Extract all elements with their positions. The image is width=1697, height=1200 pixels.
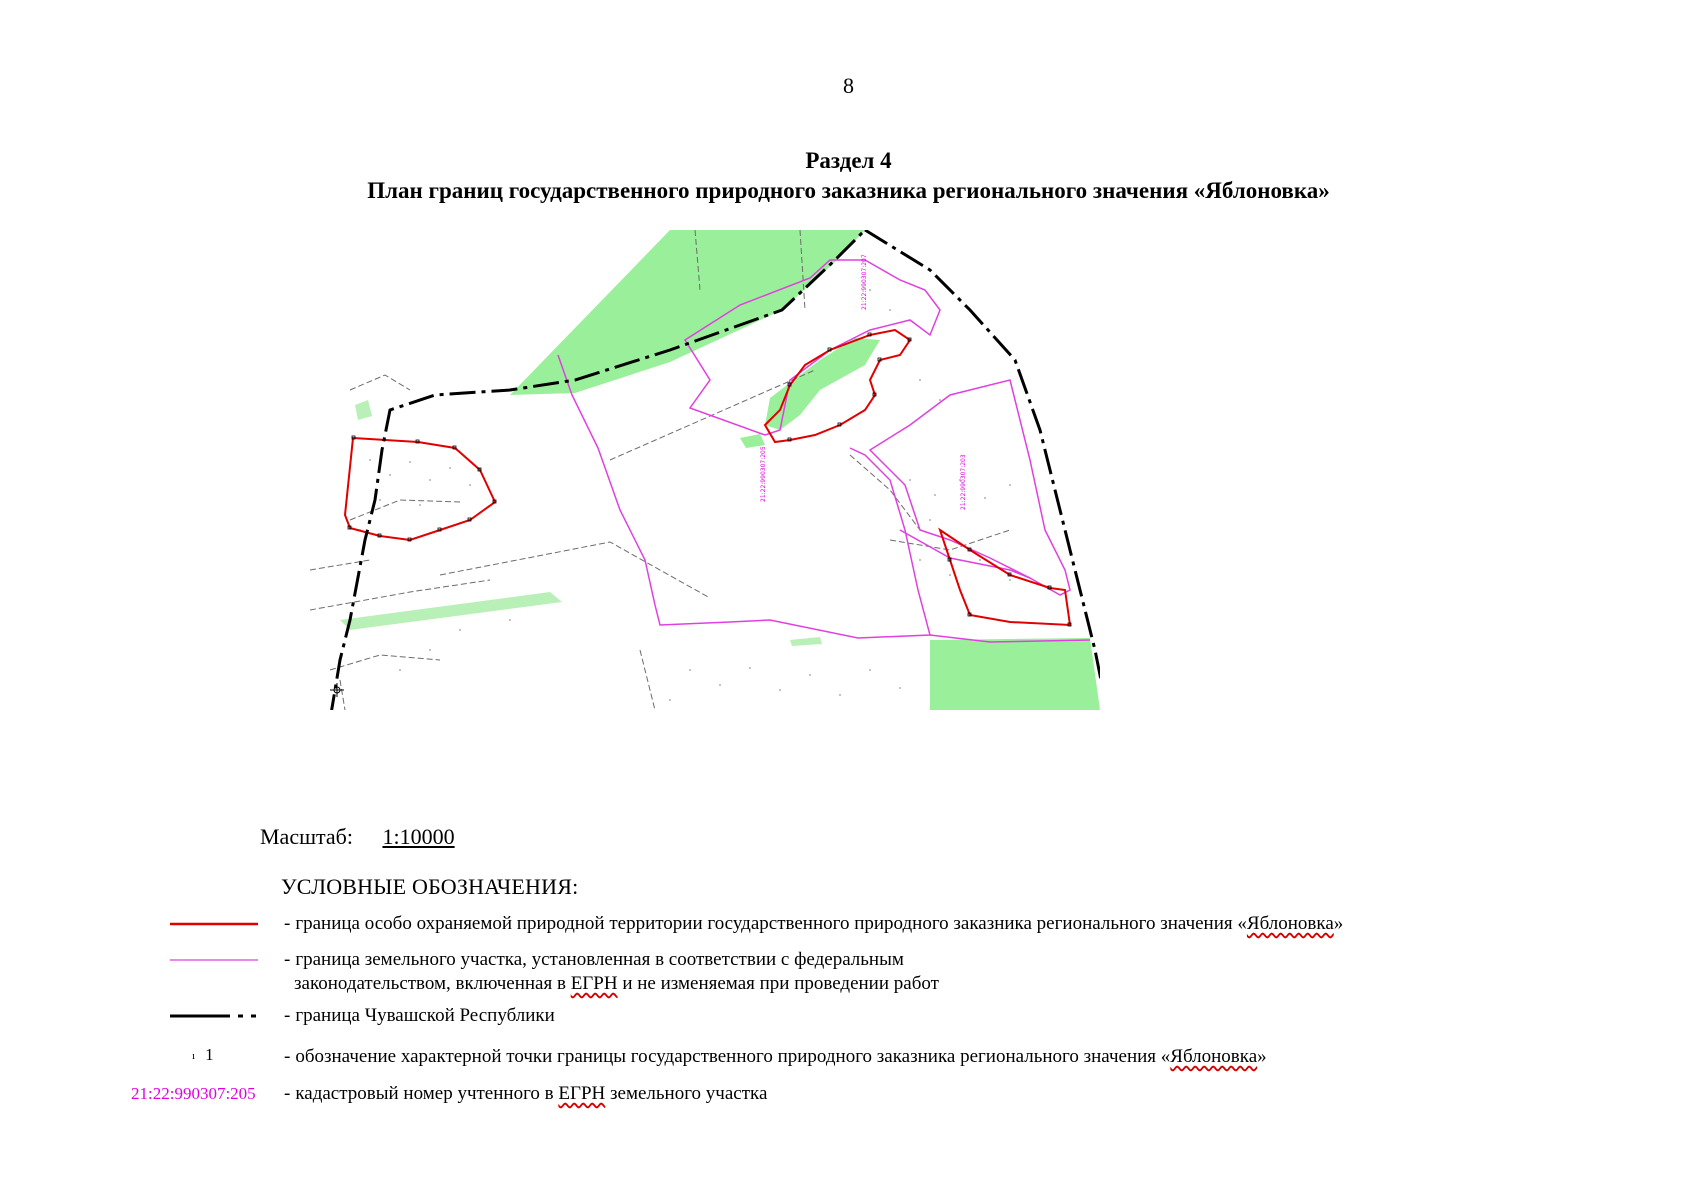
magenta-line-icon [170, 958, 260, 962]
scale-row [260, 824, 473, 850]
legend-item-text-start: кадастровый номер учтенного в [295, 1083, 559, 1104]
reserve-boundary-west [345, 438, 495, 540]
legend-item-text: обозначение характерной точки границы государственного природного заказника регионального значения « [295, 1046, 1171, 1067]
legend-dash: - [284, 913, 291, 934]
legend-item-line1: граница земельного участка, установленная в соответствии с федеральным [295, 949, 904, 970]
map-symbols [330, 683, 344, 697]
map-cadastral-label: 21:22:990307:205 [760, 446, 767, 502]
scale-value: 1:10000 [382, 824, 455, 849]
legend-item-line2-end: и не изменяемая при проведении работ [617, 973, 939, 994]
cadastral-number-sample: 21:22:990307:205 [131, 1084, 256, 1103]
forest-area-reserve-small [740, 434, 765, 448]
point-tick-icon: ı [192, 1050, 196, 1063]
map-cadastral-label: 21:22:990307:203 [960, 454, 967, 510]
legend-item-end: земельного участка [605, 1083, 768, 1104]
boundary-map [310, 230, 1100, 710]
legend-item-wavy: Яблоновка [1246, 913, 1334, 934]
legend-item-end: » [1257, 1046, 1267, 1067]
forest-strip-small [790, 637, 822, 646]
map-cadastral-label: 21:22:990307:207 [861, 254, 868, 310]
legend-item-end: » [1333, 913, 1344, 934]
legend-item-text: граница особо охраняемой природной территории государственного природного заказника регионального значения « [295, 913, 1247, 934]
legend-item-line2-wavy: ЕГРН [570, 973, 618, 994]
forest-patch-west [355, 400, 372, 420]
land-plot-boundary-inner [900, 530, 1030, 578]
page-number: 8 [843, 73, 854, 98]
forest-area-south [930, 638, 1100, 710]
legend-item-wavy: ЕГРН [558, 1083, 606, 1104]
legend-dash: - [284, 949, 291, 970]
red-line-icon [170, 921, 260, 927]
legend-item-text: граница Чувашской Республики [295, 1005, 555, 1026]
legend-title: УСЛОВНЫЕ ОБОЗНАЧЕНИЯ: [281, 874, 579, 899]
scale-label: Масштаб: [260, 824, 353, 849]
point-marker-sample [192, 1045, 214, 1065]
legend-dash: - [284, 1046, 291, 1067]
point-marker-number: 1 [205, 1045, 214, 1064]
legend-dash: - [284, 1005, 291, 1026]
section-heading: Раздел 4 [805, 148, 892, 173]
plan-title: План границ государственного природного заказника регионального значения «Яблоновка» [367, 178, 1330, 203]
legend-dash: - [284, 1083, 291, 1104]
republic-boundary-east [865, 230, 1100, 700]
forest-areas [340, 230, 1100, 710]
map-canvas [310, 230, 1100, 710]
legend-item-wavy: Яблоновка [1170, 1046, 1258, 1067]
forest-strip-west [340, 592, 562, 630]
legend-item-line2-start: законодательством, включенная в [294, 973, 571, 994]
black-dash-dot-line-icon [170, 1013, 262, 1019]
geodetic-point-icon [330, 683, 344, 697]
